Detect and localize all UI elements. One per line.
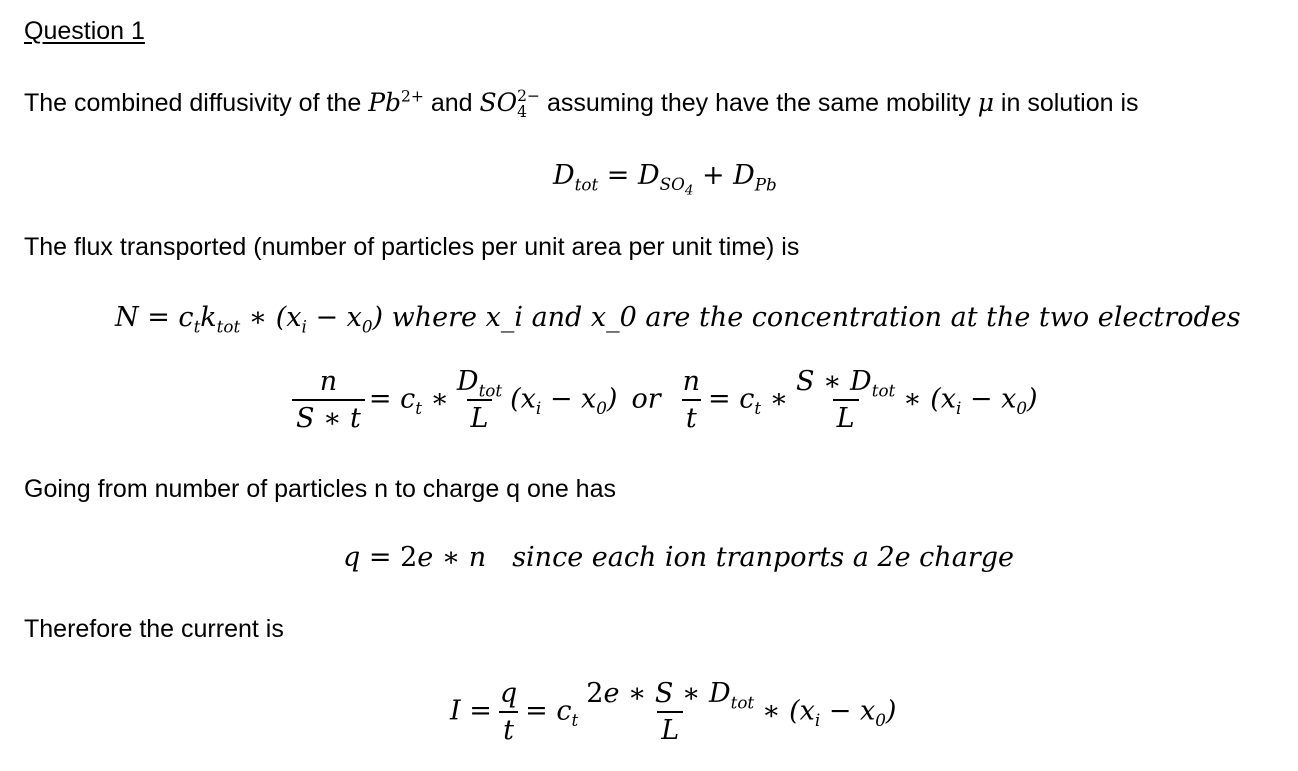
p1-text-end: in solution is (1000, 89, 1139, 117)
paragraph-charge: Going from number of particles n to charge q one has (24, 475, 616, 503)
or-connector: or (631, 383, 661, 415)
paragraph-current: Therefore the current is (24, 615, 284, 643)
equation-diffusivity: $D_{tot} = D_{SO_4} + D_{Pb}$ (553, 160, 777, 199)
p1-text-after: assuming they have the same mobility (546, 89, 971, 117)
p1-text-and: and (430, 89, 473, 117)
question-heading: Question 1 (24, 17, 145, 45)
so4-ion-symbol: SO 2− 4 (479, 87, 540, 121)
paragraph-flux: The flux transported (number of particles per unit area per unit time) is (24, 233, 800, 261)
equation-flux: $N = c_tk_{tot}$ ∗ $(x_i - x_0)$ where x_i and x_0 are the concentration at the two electrodes (115, 302, 1241, 337)
equation-charge: q = 2e ∗ n since each ion tranports a 2e charge (343, 542, 1014, 573)
flux-description: where x_i and x_0 are the concentration at the two electrodes (391, 302, 1241, 333)
equation-rate: $\frac{n}{S ∗ t}$ = $c_t$ ∗ $\frac{D_{tot}}{L}$ $(x_i - x_0)$ or $\frac{n}{t}$ = $c_t$ ∗ $\frac{S ∗ D_{tot}}{L}$ ∗ $(x_i - x_0)$ (288, 368, 1038, 432)
equation-current: I = $\frac{q}{t}$ = $c_t$ $\frac{2e ∗ S ∗ D_{tot}}{L}$ ∗ $(x_i - x_0)$ (450, 678, 897, 746)
p1-text-start: The combined diffusivity of the (24, 89, 362, 117)
mu-symbol: μ (977, 88, 994, 117)
charge-description: since each ion tranports a 2e charge (512, 542, 1014, 573)
paragraph-combined-diffusivity (24, 88, 1139, 120)
pb-ion-symbol: $Pb^{2+}$ (368, 87, 424, 117)
